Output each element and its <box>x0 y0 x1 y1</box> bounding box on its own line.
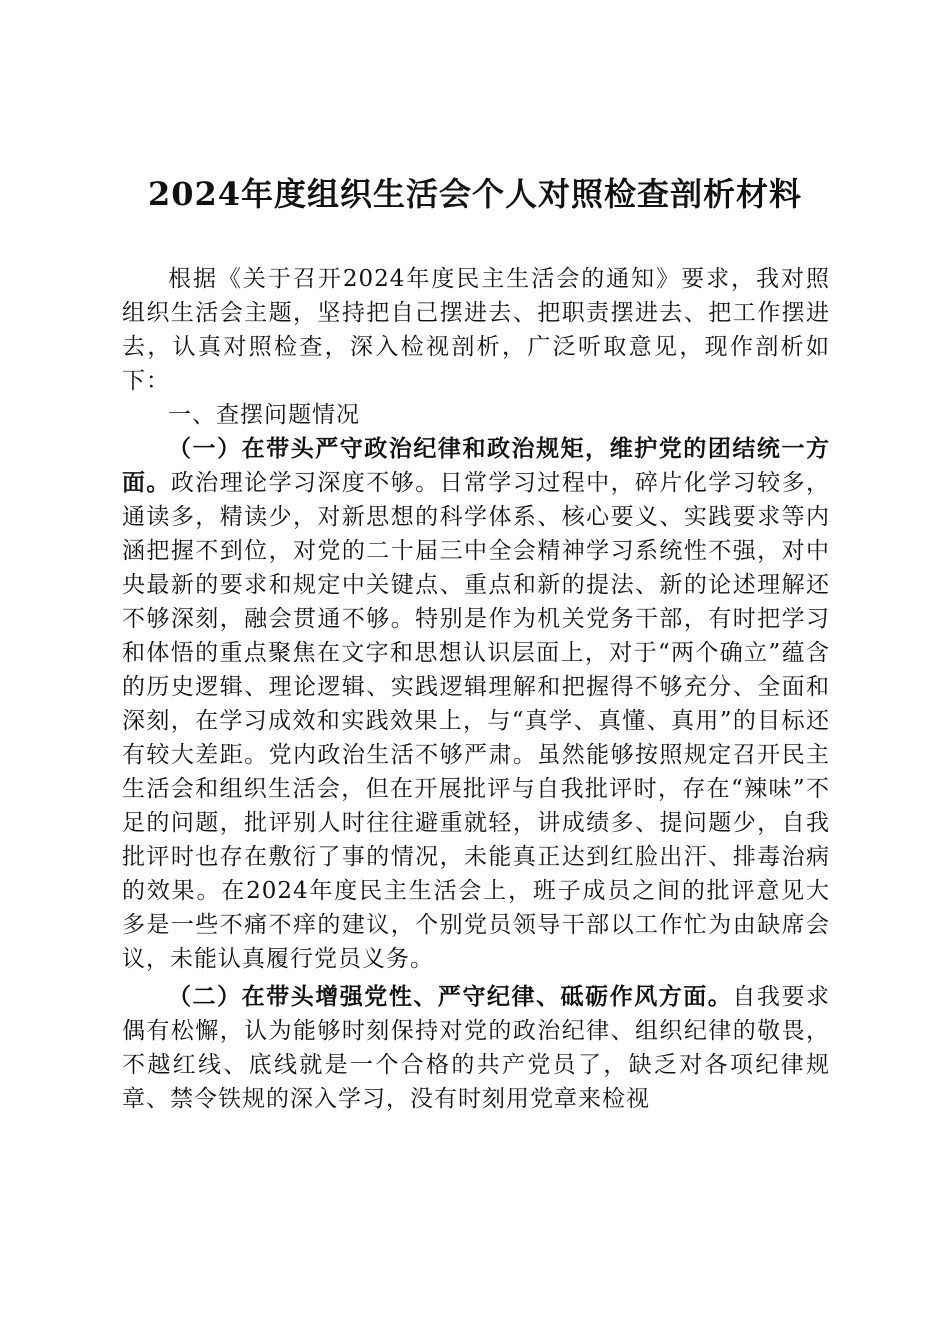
item-1-body: 政治理论学习深度不够。日常学习过程中，碎片化学习较多，通读多，精读少，对新思想的科学体系、核心要义、实践要求等内涵把握不到位，对党的二十届三中全会精神学习系统性不强，对中央最新的要求和规定中关键点、重点和新的提法、新的论述理解还不够深刻，融会贯通不够。特别是作为机关党务干部，有时把学习和体悟的重点聚焦在文字和思想认识层面上，对于“两个确立”蕴含的历史逻辑、理论逻辑、实践逻辑理解和把握得不够充分、全面和深刻，在学习成效和实践效果上，与“真学、真懂、真用”的目标还有较大差距。党内政治生活不够严肃。虽然能够按照规定召开民主生活会和组织生活会，但在开展批评与自我批评时，存在“辣味”不足的问题，批评别人时往往避重就轻，讲成绩多、提问题少，自我批评时也存在敷衍了事的情况，未能真正达到红脸出汗、排毒治病的效果。在2024年度民主生活会上，班子成员之间的批评意见大多是一些不痛不痒的建议，个别党员领导干部以工作忙为由缺席会议，未能认真履行党员义务。 <box>122 470 831 972</box>
section-heading: 一、查摆问题情况 <box>168 402 360 428</box>
item-2-lead: （二）在带头增强党性、严守纪律、砥砺作风方面。 <box>168 983 733 1010</box>
intro-paragraph: 根据《关于召开2024年度民主生活会的通知》要求，我对照组织生活会主题，坚持把自己摆进去、把职责摆进去、把工作摆进去，认真对照检查，深入检视剖析，广泛听取意见，现作剖析如下： <box>122 266 830 394</box>
item-2-body: 自我要求偶有松懈，认为能够时刻保持对党的政治纪律、组织纪律的敬畏，不越红线、底线就是一个合格的共产党员了，缺乏对各项纪律规章、禁令铁规的深入学习，没有时刻用党章来检视 <box>122 984 831 1112</box>
item-2-paragraph <box>122 980 830 1116</box>
document-body <box>122 262 830 1116</box>
document-title: 2024年度组织生活会个人对照检查剖析材料 <box>147 175 803 213</box>
item-1-lead: （一）在带头严守政治纪律和政治规矩，维护党的团结统一方面。 <box>122 435 830 496</box>
item-1-paragraph <box>122 432 830 976</box>
